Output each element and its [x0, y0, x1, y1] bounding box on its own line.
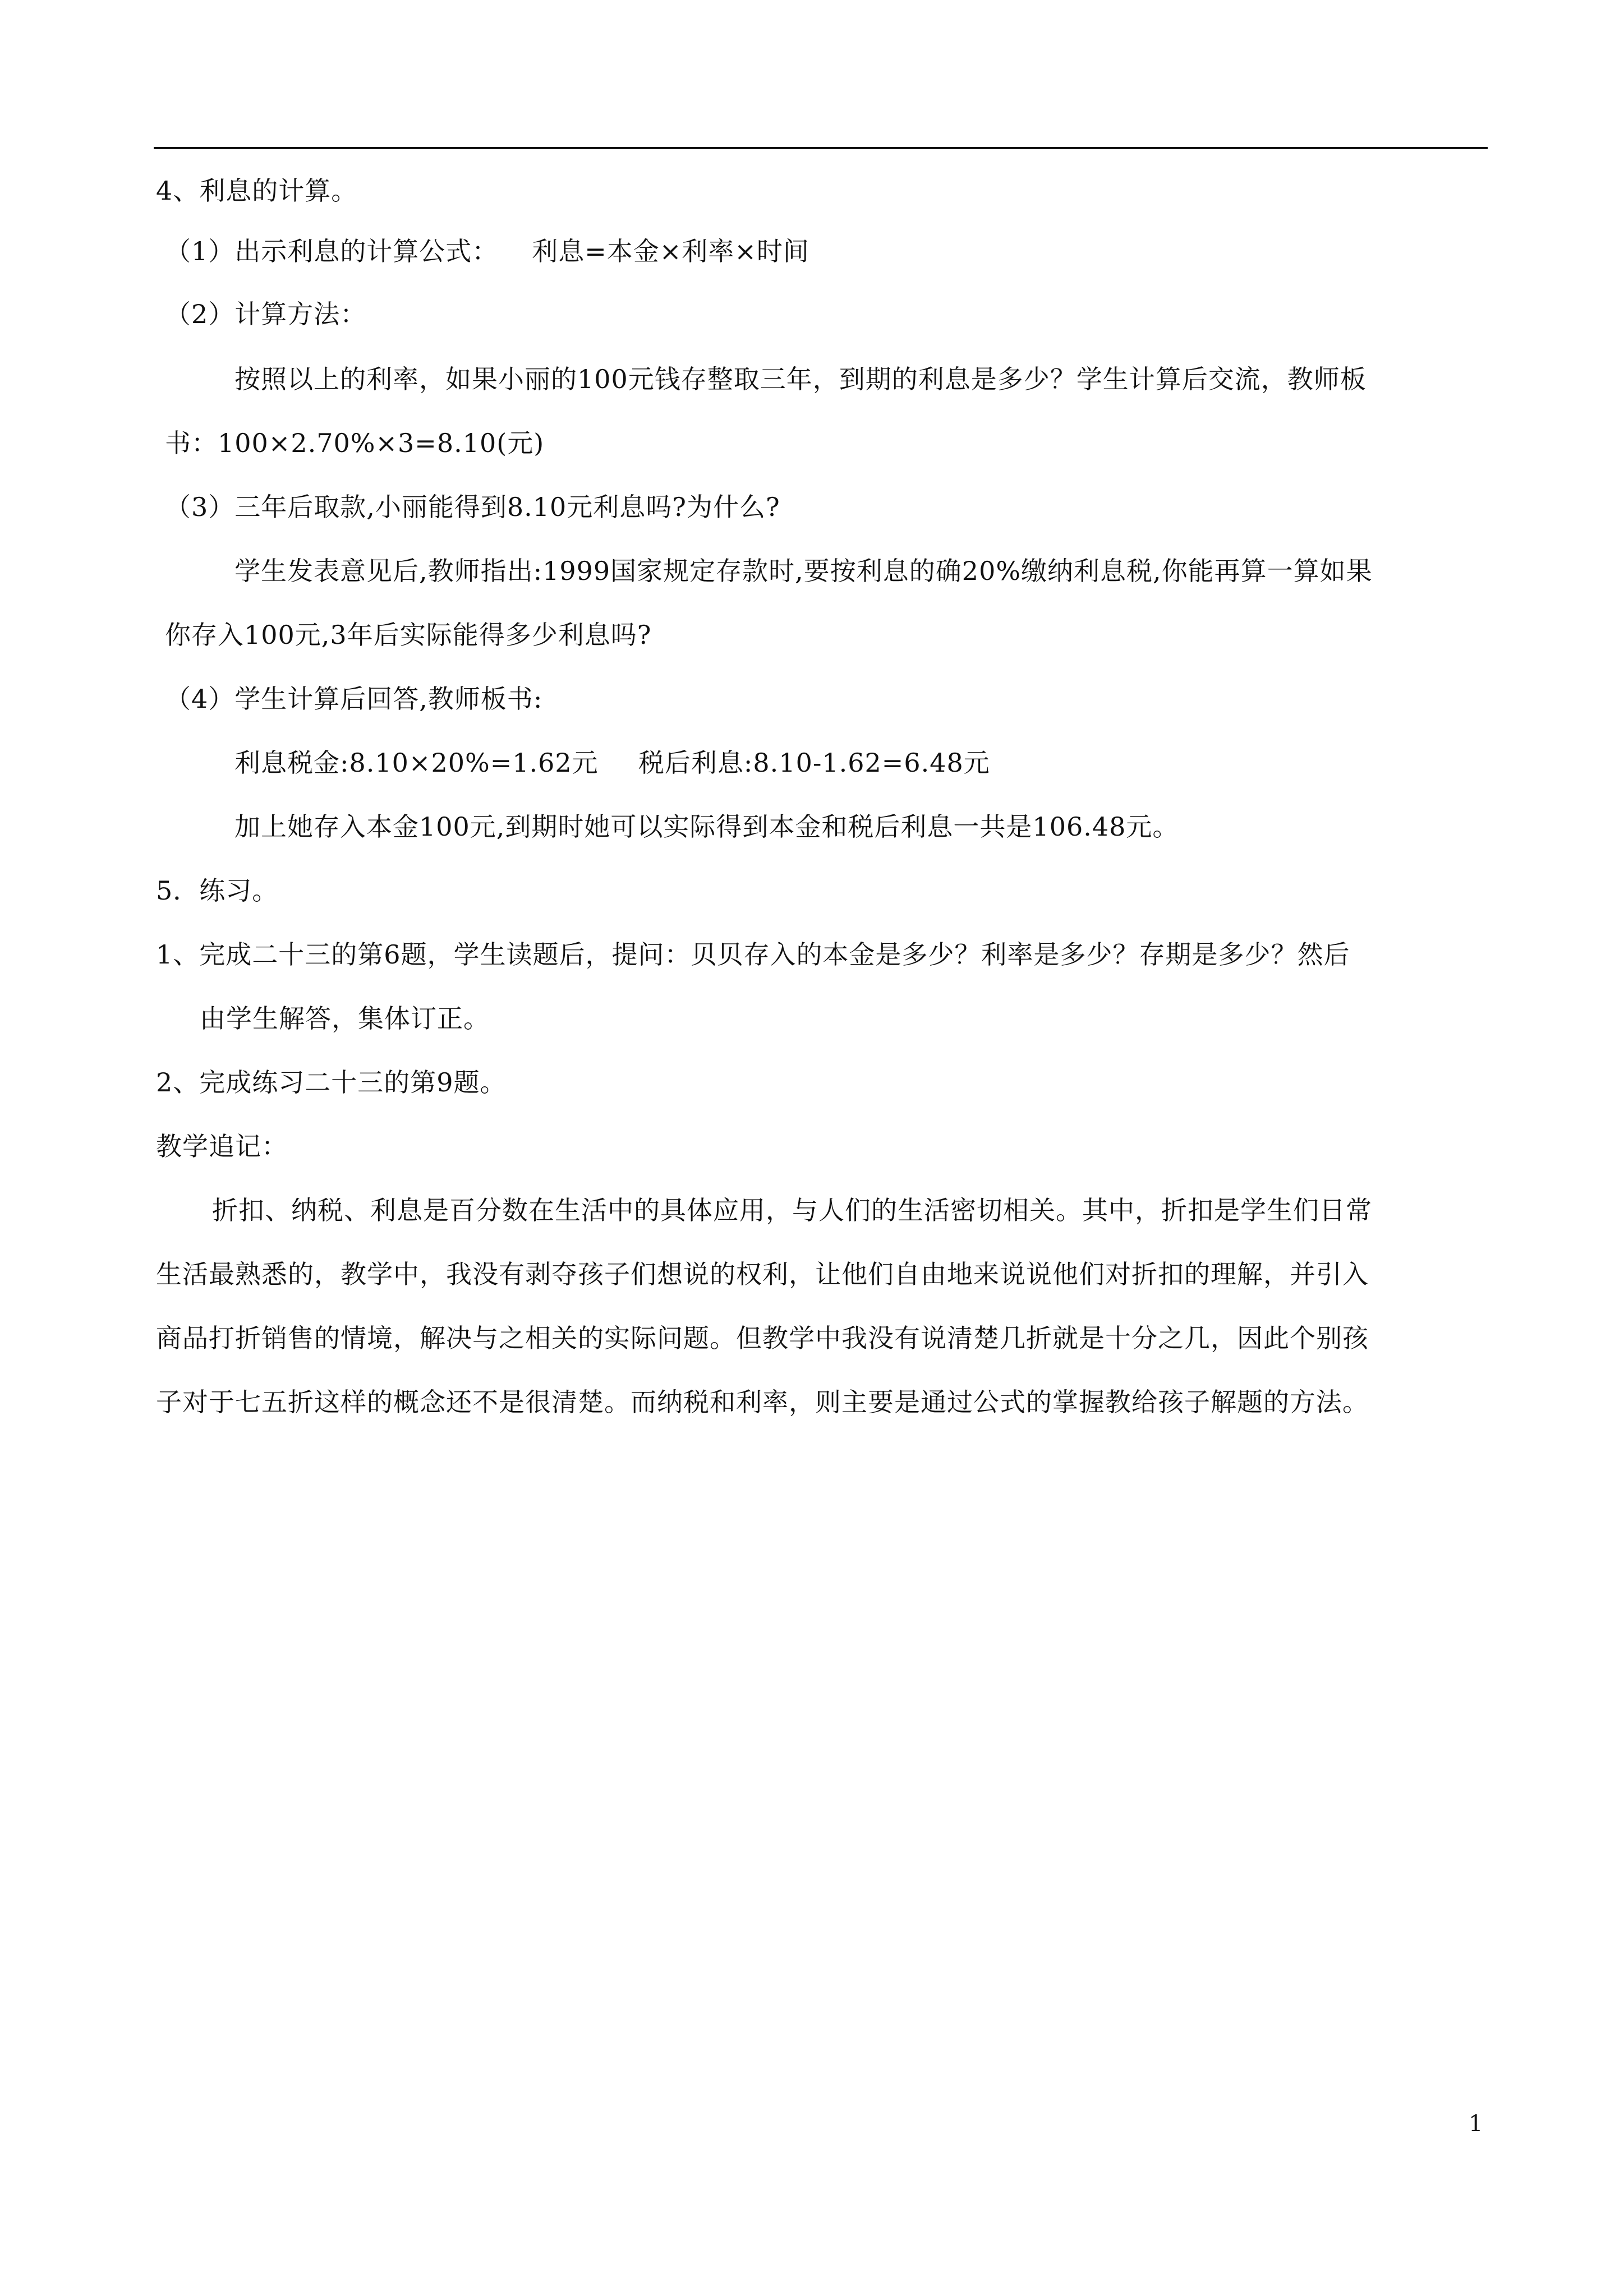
- section-4-2-paragraph-line-1: 按照以上的利率，如果小丽的100元钱存整取三年，到期的利息是多少？学生计算后交流，教师板: [234, 364, 1367, 394]
- section-4-2-paragraph-line-2: 书：100×2.70%×3=8.10(元): [165, 428, 545, 458]
- reflection-line-1: 折扣、纳税、利息是百分数在生活中的具体应用，与人们的生活密切相关。其中，折扣是学生们日常: [212, 1195, 1372, 1225]
- section-4-3-paragraph-line-2: 你存入100元,3年后实际能得多少利息吗?: [165, 620, 652, 650]
- interest-formula: 利息=本金×利率×时间: [532, 236, 809, 266]
- section-5-title: 5．练习。: [156, 875, 279, 906]
- section-4-1-label: （1）出示利息的计算公式：: [165, 236, 499, 266]
- exercise-2: 2、完成练习二十三的第9题。: [156, 1067, 507, 1098]
- reflection-title: 教学追记：: [156, 1131, 288, 1161]
- reflection-line-2: 生活最熟悉的，教学中，我没有剥夺孩子们想说的权利，让他们自由地来说说他们对折扣的理解，并引入: [156, 1259, 1369, 1289]
- section-4-4-label: （4）学生计算后回答,教师板书:: [165, 684, 543, 714]
- exercise-1-line-1: 1、完成二十三的第6题，学生读题后，提问：贝贝存入的本金是多少？利率是多少？存期是多少？然后: [156, 939, 1350, 970]
- section-4-title: 4、利息的计算。: [156, 176, 358, 206]
- exercise-1-line-2: 由学生解答，集体订正。: [200, 1003, 490, 1034]
- page-number: 1: [1469, 2111, 1483, 2137]
- reflection-line-3: 商品打折销售的情境，解决与之相关的实际问题。但教学中我没有说清楚几折就是十分之几，因此个别孩: [156, 1323, 1369, 1353]
- after-tax-interest: 税后利息:8.10-1.62=6.48元: [638, 748, 990, 778]
- reflection-line-4: 子对于七五折这样的概念还不是很清楚。而纳税和利率，则主要是通过公式的掌握教给孩子解题的方法。: [156, 1387, 1369, 1417]
- interest-tax-line: [234, 746, 990, 780]
- section-4-4-total: 加上她存入本金100元,到期时她可以实际得到本金和税后利息一共是106.48元。: [234, 812, 1179, 842]
- section-4-2-label: （2）计算方法：: [165, 299, 367, 329]
- section-4-3-paragraph-line-1: 学生发表意见后,教师指出:1999国家规定存款时,要按利息的确20%缴纳利息税,你能再算一算如果: [234, 556, 1373, 586]
- header-rule: [154, 147, 1488, 149]
- section-4-1-line: [165, 234, 809, 268]
- section-4-3-label: （3）三年后取款,小丽能得到8.10元利息吗?为什么?: [165, 492, 780, 522]
- interest-tax-amount: 利息税金:8.10×20%=1.62元: [234, 748, 599, 778]
